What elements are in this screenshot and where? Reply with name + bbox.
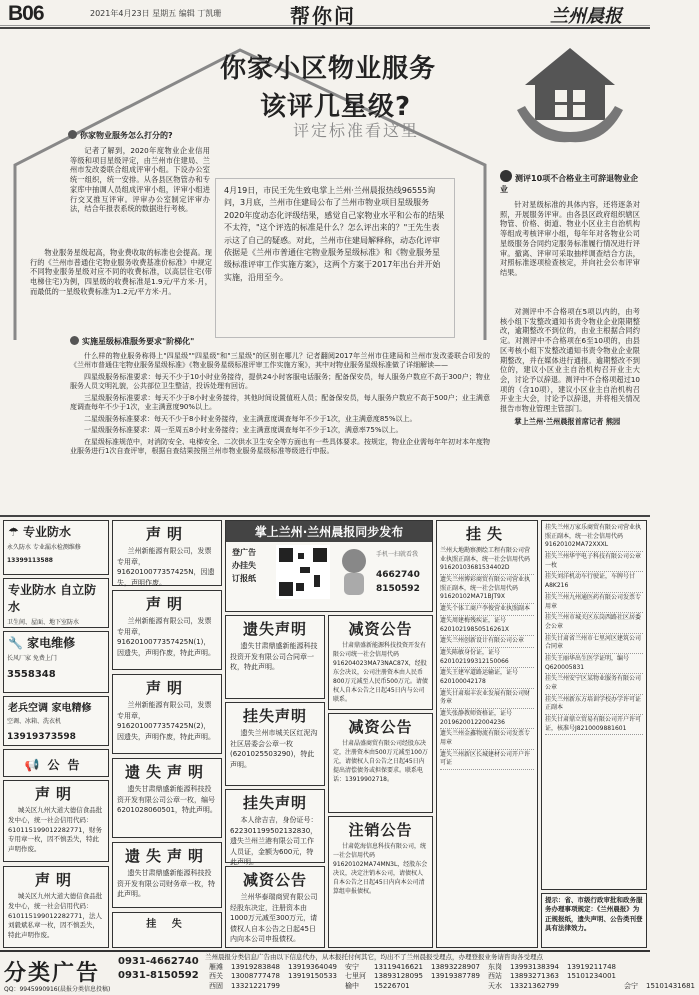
lost-notice-item: 遗失陈敏身份证，证号620102199312150066: [440, 648, 534, 668]
legal-ad-col3-2: 减资公告 甘肃晶盛商贸有限公司经股东决定，注册资本由500万元减至100万元，请债权人自公告之日起45日内提出清偿债务或担保要求。联系电话：13919902718。: [328, 713, 433, 813]
statement-ad-left-2: 声明 城关区九州大道大德信食品批发中心，统一社会信用代码：610115199012282771，法人刘毅斌私章一枚，因不慎丢失，特此声明作废。: [3, 866, 109, 948]
footer-contact-cell: 东岗: [488, 963, 502, 971]
sync-publish-promo: 掌上兰州·兰州晨报同步发布 登广告 办挂失 订报纸 手机一扫就看我 4662740 8150592: [225, 520, 433, 612]
lost-notice-item: 挂失甘肃省兰州市七里河区建筑公司合同章: [545, 634, 643, 654]
lost-notice-column: 挂失 兰州大地勘察测绘工程有限公司营业执照正副本，统一社会信用代码91620103681534402D 遗失兰州博彩商贸有限公司营业执照正副本，统一社会信用代码91620102MA71BJT9X 遗失个体工商户李俊营业执照副本 遗失周建梅残疾证，证号62010219850516261X 遗失兰州创新设计有限公司公章 遗失陈敏身份证，证号620102199312150066 遗失王建军道路运输证，证号620100042178 遗失甘肃瑞丰农业发展有限公司财务章 遗失张静教师资格证，证号20196200122004236 遗失兰州金鑫物流有限公司发票专用章 遗失兰州新区长城建材公司开户许可证: [436, 520, 538, 948]
lost-notice-item: 遗失兰州金鑫物流有限公司发票专用章: [440, 729, 534, 749]
footer-contact-cell: 13321362799: [510, 981, 559, 990]
wrench-icon: 🔧: [8, 636, 23, 650]
section-1-body-2: [30, 248, 212, 297]
lost-notice-item: 挂失王丽华出生医学证明，编号Q620005831: [545, 654, 643, 674]
house-hands-icon: [515, 40, 625, 150]
legal-ad-col3-3: 注销公告 甘肃乾海信息科技有限公司，统一社会信用代码91620102MA74MN3L，经股东会决议，决定注销本公司，请债权人自本公告之日起45日内向本公司清算组申报债权。: [328, 816, 433, 948]
section-3-paragraph-2: 对测评中不合格项在5项以内的，由考核小组下发整改通知书责令物业企业限期整改，逾期整改不到位的，由业主根据合同约定。对测评中不合格项在6至10项的，由县区考核小组下发整改通知书责令物业企业限期整改，并在媒体进行通报。逾期整改不到位的，建议小区业主自治机构召开业主大会，讨论予以辞退。测评中不合格项超过10项的（含10项），建议小区业主自治机构召开业主大会，讨论予以辞退，并将相关情况报告市物业管理主管部门。: [500, 307, 640, 414]
lost-notice-list: [437, 544, 537, 772]
lost-notice-item: 挂失兰州新东方培训学校办学许可证正副本: [545, 695, 643, 715]
legal-ad-col2-1: 遗失声明 遗失甘肃鼎盛新能源科技投资开发有限公司合同章一枚，特此声明。: [225, 615, 325, 699]
footer-contact-cell: 13919387789: [431, 972, 480, 981]
footer-qq: QQ：9945990916(晨报分类信息投稿): [4, 986, 111, 993]
footer-contact-cell: 13008777478: [231, 972, 280, 981]
lost-notice-item: 遗失兰州创新设计有限公司公章: [440, 636, 534, 648]
footer-contact-cell: 13993138394: [510, 963, 559, 971]
section-1-body: [70, 146, 210, 214]
section-3-body: [500, 200, 640, 278]
waterproof-ad-2: 专业防水 自立防水 卫生间、屋面、地下室防水: [3, 578, 109, 628]
footer-contact-cell: 西站: [488, 972, 502, 981]
section-1-heading: 你家物业服务怎么打分的?: [80, 131, 173, 140]
footer-contact-cell: 七里河: [345, 972, 366, 981]
footer-contact-cell: 西关: [209, 972, 223, 981]
legal-ad-5: 遗失声明 遗失甘肃鼎盛新能源科技投资开发有限公司财务章一枚，特此声明。: [112, 842, 222, 908]
lost-notice-item: 挂失兰州安宁区某物业服务有限公司公章: [545, 674, 643, 694]
section-2-body: [70, 352, 490, 458]
lost-notice-item: 挂失刘洋机动车行驶证，车牌号甘A8K216: [545, 572, 643, 592]
issue-date: 2021年4月23日 星期五 编辑 丁凯珊: [90, 9, 222, 18]
lost-notice-item: 遗失周建梅残疾证，证号62010219850516261X: [440, 616, 534, 636]
section-2-outro: 在星级标准规范中，对消防安全、电梯安全、二次供水卫生安全等方面也有一些具体要求。按规定，物业企业需每年年初对本年度物业服务进行1次自查评审，根据自查结果按照兰州市物业服务星级标准等级进行申报。: [70, 437, 490, 455]
footer-contact-cell: 西固: [209, 981, 223, 990]
section-3-paragraph: 针对星级标准的具体内容，还将逐条对照，开展服务评审。由各县区政府组织辖区物管、价格、街道、物业小区业主自治机构等组成考核评审小组，每年年对各物业公司星级服务合同约定服务标准履行情况进行评审。撤离、评审可采取抽样调查结合方法，对照标准逐项检查核定，并向社会公布评审结果。: [500, 200, 640, 278]
footer-note: 兰州晨报分类信息广告由以下信息代办，从本报托付何其它，均出不了兰州晨报受理点，办理登报业务请咨询各受理点: [205, 953, 543, 961]
legal-ad-6: 挂 失: [112, 912, 222, 948]
legal-ad-2: 声明 兰州新能源有限公司，发票专用章，9162010077357425N(1)，因遗失，声明作废，特此声明。: [112, 590, 222, 670]
headline-line-2: 该评几星级?: [260, 92, 412, 122]
section-1-paragraph: 记者了解到，2020年度物业企业信用等级和项目星级评定，由兰州市住建局、兰州市发改委联合组成评审小组。下设办公室统一组织，统一安排。从各县区物管办和专家库中抽调人员组成评审小组，评审小组进行交叉推互评审。评审办公室制定评审办法，结合年报表系统的数据进行考核。: [70, 146, 210, 214]
lost-notice-item: 遗失张静教师资格证，证号20196200122004236: [440, 709, 534, 729]
footer-contact-table: [205, 963, 699, 991]
reader-question-box: 4月19日，市民王先生致电掌上兰州·兰州晨报热线96555询问，3月底，兰州市住建局公布了兰州市物业项目星级服务2020年度动态化评级结果，感觉自己家物业水平和公布的结果不太符，"这个评选的标准是什么？怎么评出来的？"王先生表示这了自己的疑惑。对此，兰州市住建局解释称，动态化评审依据是《兰州市普通住宅物业服务星级标准》和《物业服务星级标准评审工作实施方案》，这两个方案于2017年出台并开始实施，沿用至今。: [215, 178, 455, 338]
legal-ad-col2-2: 挂失声明 遗失兰州市城关区红泥沟社区居委会公章一枚(6201025503290)，特此声明。: [225, 702, 325, 786]
footer-contact-cell: 13919150533: [288, 972, 337, 981]
masthead: [0, 0, 650, 26]
standard-3-star: 三星级服务标准要求：每天不少于8小时业务接待，其他时间设置值班人员；配备保安员，每人服务户数应不高于500户；业主满意度调查每年不少于1次，业主满意度90%以上。: [70, 393, 490, 412]
section-3-body-2: [500, 307, 640, 427]
footer-contact-cell: 15101431681: [646, 981, 695, 990]
lost-notice-item: 挂失兰州万家乐商贸有限公司营业执照正副本，统一社会信用代码91620102MA72XXXL: [545, 523, 643, 552]
legal-ad-4: 遗失声明 遗失甘肃鼎盛新能源科技投资开发有限公司公章一枚，编号6201028060501，特此声明。: [112, 758, 222, 838]
legal-ad-3: 声明 兰州新能源有限公司，发票专用章，9162010077357425N(2)，因遗失，声明作废，特此声明。: [112, 674, 222, 754]
lost-notice-item: 遗失兰州博彩商贸有限公司营业执照正副本，统一社会信用代码91620102MA71BJT9X: [440, 575, 534, 604]
footer-contact-cell: 天水: [488, 981, 502, 990]
section-bullet-icon: [68, 130, 77, 139]
standard-2-star: 二星级服务标准要求：每天不少于8小时业务接待，业主满意度调查每年不少于1次，业主满意度85%以上。: [84, 414, 417, 423]
newspaper-brand: 兰州晨报: [550, 6, 622, 27]
standard-1-star: 一星级服务标准要求：周一至周五8小时业务接待；业主满意度调查每年不少于1次，满意率75%以上。: [84, 426, 403, 435]
lost-notice-item: 兰州大地勘察测绘工程有限公司营业执照正副本，统一社会信用代码91620103681534402D: [440, 546, 534, 575]
footer-contact-cell: 会宁: [624, 981, 638, 990]
lost-notice-item: 挂失兰州九州通医药有限公司发票专用章: [545, 593, 643, 613]
cartoon-character-icon: [334, 545, 374, 599]
notice-banner: 📢公告: [3, 749, 109, 777]
legal-notice-tip: 提示：省、市级行政审批和政务服务办理事项规定：《兰州晨报》为正规报纸，遗失声明、公告类刊登具有法律效力。: [541, 893, 647, 948]
lost-notice-item: 遗失个体工商户李俊营业执照副本: [440, 604, 534, 616]
footer-contact-cell: 雁滩: [209, 963, 223, 971]
footer-contact-cell: [427, 982, 484, 991]
classified-title: 分类广告: [4, 961, 101, 986]
appliance-repair-ad: 🔧 家电维修 长风厂家 免费上门 3558348: [3, 631, 109, 693]
section-2-heading: 实施星级标准服务要求"阶梯化": [70, 336, 490, 348]
legal-ad-1: 声明 兰州新能源有限公司，发票专用章，9162010077357425N，因遗失，声明作废。: [112, 520, 222, 586]
lost-notice-column-2: [541, 520, 647, 890]
byline: 掌上兰州·兰州晨报首席记者 熊园: [514, 416, 621, 426]
statement-ad-left-1: 声明 城关区九州大道大德信食品批发中心，统一社会信用代码：610115199012282771，财务专用章一枚，因不慎丢失，特此声明作废。: [3, 780, 109, 862]
footer-contact-cell: 榆中: [345, 981, 359, 990]
footer-contact-cell: [284, 982, 341, 991]
lost-notice-list-2: [542, 521, 646, 737]
umbrella-icon: ☂: [8, 525, 19, 539]
section-bullet-icon: [70, 336, 79, 345]
footer-contact-row: [205, 972, 699, 981]
lost-notice-item: 挂失兰州市城关区东岗西路社区居委会公章: [545, 613, 643, 633]
section-2-intro: 什么样的物业服务称得上"四星级""四星级"和"三星级"的区别在哪儿？记者翻阅2017年兰州市住建局和兰州市发改委联合印发的《兰州市普通住宅物业服务星级标准》《物业服务星级标准评审工作实施方案》，其中对物业服务星级标准做了详细解读——: [70, 352, 490, 370]
lost-notice-item: 挂失兰州华宇电子科技有限公司公章一枚: [545, 552, 643, 572]
number-badge-icon: [500, 170, 512, 182]
legal-ad-col3-1: 减资公告 甘肃鼎盛新能源科技投资开发有限公司统一社会信用代码916204023MA73NAC87X，经股东会决议，公司注册资本由人民币800万元减至人民币500万元。请债权人自本公告之日起45日内与公司联系。: [328, 615, 433, 710]
lost-notice-item: 挂失甘肃鼎立贸易有限公司开户许可证，核准号J8210009881601: [545, 715, 643, 735]
legal-ad-col2-4: 减资公告 兰州华泰瑞商贸有限公司经股东决定，注册资本由1000万元减至300万元，请债权人自本公告之日起45日内向本公司申报债权。: [225, 866, 325, 948]
footer-contact-cell: 15226701: [374, 981, 410, 990]
section-title: 帮你问: [290, 4, 356, 28]
footer-contact-cell: 15101234001: [567, 972, 616, 981]
ads-divider: [0, 515, 650, 517]
trumpet-icon: 📢: [24, 758, 48, 772]
standard-4-star: 四星级服务标准要求：每天不少于10小时业务接待，提供24小时客服电话服务；配备保安员，每人服务户数应不高于300户；物业服务人员文明礼貌，公共部位卫生整洁，投诉处理有回访。: [70, 372, 490, 391]
footer-contact-cell: 13893271363: [510, 972, 559, 981]
footer-contact-row: [205, 982, 699, 991]
section-3-heading: 测评10项不合格业主可辞退物业企业: [500, 170, 640, 196]
footer-contact-cell: 13919364049: [288, 963, 337, 971]
footer-contact-cell: 13893128095: [374, 972, 423, 981]
qr-code-icon[interactable]: [276, 545, 330, 599]
footer-contact-cell: 13919211748: [567, 963, 616, 971]
footer-phone-1: 0931-4662740: [118, 956, 199, 967]
footer-contact-cell: [563, 982, 620, 991]
header-rule: [0, 27, 650, 29]
footer-contact-cell: 安宁: [345, 963, 359, 971]
waterproof-ad: ☂ 专业防水 永久防水 专业漏水检测维修 13399113588: [3, 520, 109, 575]
footer-contact-cell: 13893228907: [431, 963, 480, 971]
lost-notice-item: 遗失甘肃瑞丰农业发展有限公司财务章: [440, 689, 534, 709]
headline-line-1: 你家小区物业服务: [220, 54, 437, 84]
section-1-paragraph-2: 物业服务星级起高，物业费收取的标准也会提高。现行的《兰州市普通住宅物业服务收费基准价标准》中规定不同物业服务星级对应不同的收费标准，以高层住宅(带电梯住宅)为例，四星级的收费标准是1.9元/平方米·月，而最低的一星级收费标准为1.2元/平方米·月。: [30, 248, 212, 296]
footer-contact-cell: 13919283848: [231, 963, 280, 971]
lost-notice-item: 遗失王建军道路运输证，证号620100042178: [440, 668, 534, 688]
footer-contact-row: [205, 963, 699, 972]
legal-ad-col2-3: 挂失声明 本人徐吉吉，身份证号：622301199502132830，遗失兰州兰港有限公司工作人员证，金额为600元，特此声明。: [225, 789, 325, 863]
headline-subtitle: 评定标准看这里: [293, 121, 420, 140]
lost-notice-item: 遗失兰州新区长城建材公司开户许可证: [440, 750, 534, 770]
footer-contact-cell: 13119416621: [374, 963, 423, 971]
page-number: B06: [8, 2, 44, 25]
footer-contact-cell: 13321221799: [231, 981, 280, 990]
footer-phone-2: 0931-8150592: [118, 969, 199, 981]
classified-footer: [0, 950, 695, 995]
section-1: [68, 130, 208, 145]
aircon-repair-ad: 老兵空调 家电精修 空调、冰箱、洗衣机 13919373598: [3, 696, 109, 746]
